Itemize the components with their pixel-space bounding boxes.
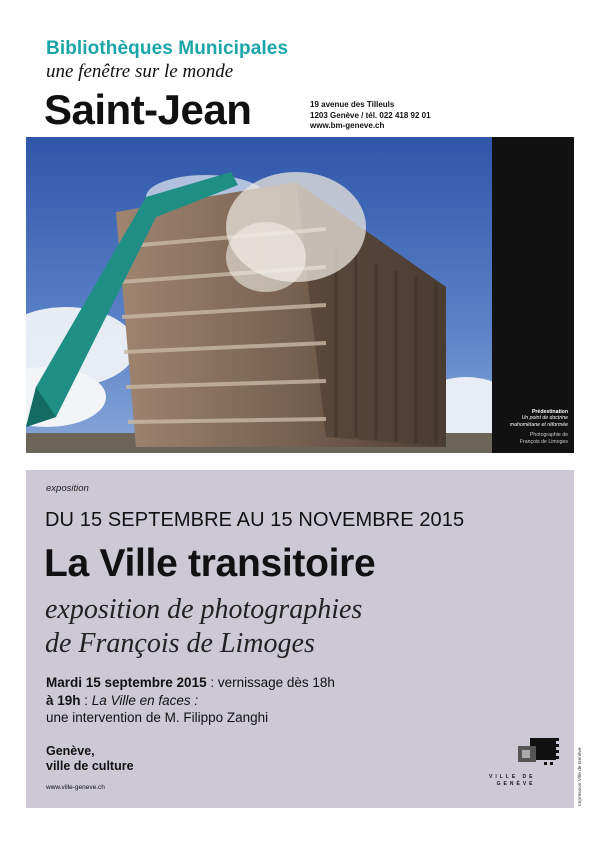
print-credit: Impression Ville de Genève — [578, 747, 583, 806]
branch-address — [310, 100, 431, 132]
logo-line-1: VILLE DE — [489, 774, 536, 780]
photo-caption — [510, 409, 568, 445]
caption-credit-1: Photographie de — [529, 432, 568, 439]
talk-separator: : — [80, 692, 92, 708]
city-logo-wordmark — [489, 774, 536, 788]
event-details — [46, 674, 335, 727]
talk-speaker: une intervention de M. Filippo Zanghi — [46, 710, 269, 725]
exhibition-subtitle-line-1: exposition de photographies — [45, 594, 363, 625]
opening-date: Mardi 15 septembre 2015 — [46, 675, 207, 690]
city-website[interactable]: www.ville-geneve.ch — [46, 784, 105, 791]
city-slogan-line-2: ville de culture — [46, 758, 134, 773]
library-tagline: une fenêtre sur le monde — [46, 61, 234, 82]
branch-name: Saint-Jean — [44, 86, 252, 133]
caption-subtitle-2: mahométane et réformée — [509, 421, 568, 428]
caption-subtitle-1: Un point de doctrine — [521, 415, 568, 422]
talk-line — [46, 692, 335, 710]
caption-credit-2: François de Limoges — [519, 438, 568, 445]
exhibition-subtitle-line-2: de François de Limoges — [45, 628, 315, 659]
exhibition-subtitle — [45, 593, 362, 661]
logo-line-2: GENÈVE — [496, 781, 536, 787]
opening-line — [46, 674, 335, 692]
photo-caption-panel — [492, 137, 574, 453]
address-website[interactable]: www.bm-geneve.ch — [310, 121, 385, 130]
city-slogan — [46, 744, 134, 773]
library-name: Bibliothèques Municipales — [46, 38, 289, 59]
address-street: 19 avenue des Tilleuls — [310, 100, 395, 109]
caption-title: Prédestination — [531, 408, 568, 415]
address-city-phone: 1203 Genève / tél. 022 418 92 01 — [310, 110, 431, 120]
talk-title: La Ville en faces : — [91, 692, 199, 708]
event-kicker: exposition — [46, 483, 89, 494]
city-slogan-line-1: Genève, — [46, 744, 95, 758]
talk-time: à 19h — [46, 692, 81, 708]
opening-time: : vernissage dès 18h — [206, 675, 335, 690]
exhibition-title: La Ville transitoire — [44, 542, 376, 585]
event-dates: DU 15 SEPTEMBRE AU 15 NOVEMBRE 2015 — [45, 509, 465, 531]
